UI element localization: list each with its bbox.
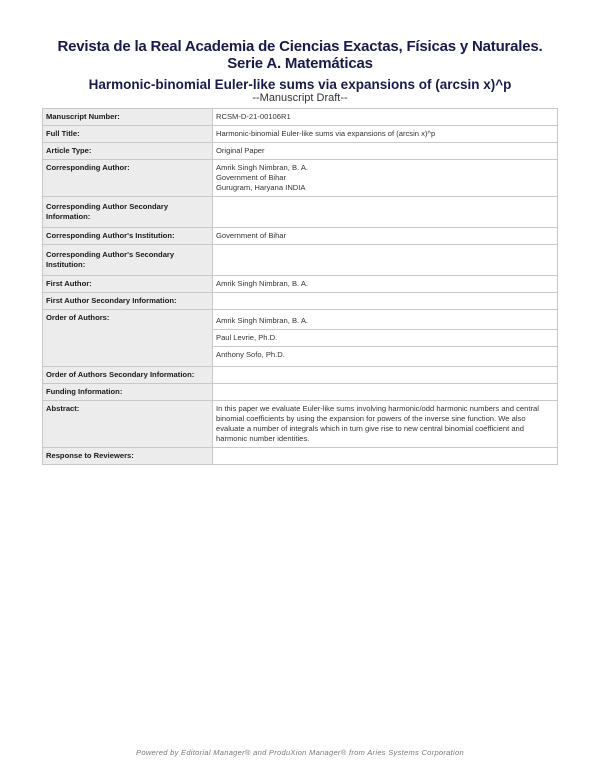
abstract-value: In this paper we evaluate Euler-like sums involving harmonic/odd harmonic numbers and central binomial coefficients by using the expansion for powers of the inverse sine function. We also evaluate a number of integrals which in turn give rise to new central binomial coefficient and harmonic number identities. xyxy=(213,401,558,448)
corresponding-author-name: Amrik Singh Nimbran, B. A. xyxy=(216,163,308,172)
paper-title: Harmonic-binomial Euler-like sums via expansions of (arcsin x)^p xyxy=(88,77,512,92)
table-row xyxy=(43,245,558,276)
table-row xyxy=(43,401,558,448)
author-2: Paul Levrie, Ph.D. xyxy=(213,330,557,347)
footer-credit: Powered by Editorial Manager® and ProduXion Manager® from Aries Systems Corporation xyxy=(136,748,464,757)
article-type-label: Article Type: xyxy=(43,143,213,160)
journal-title-line1: Revista de la Real Academia de Ciencias Exactas, Físicas y Naturales. xyxy=(57,38,543,55)
submission-details-table xyxy=(42,108,558,465)
table-row xyxy=(43,293,558,310)
corresponding-author-institution-value: Government of Bihar xyxy=(213,228,558,245)
corresponding-author-secondary-value xyxy=(213,197,558,228)
first-author-value: Amrik Singh Nimbran, B. A. xyxy=(213,276,558,293)
first-author-label: First Author: xyxy=(43,276,213,293)
author-1: Amrik Singh Nimbran, B. A. xyxy=(213,313,557,330)
order-of-authors-secondary-label: Order of Authors Secondary Information: xyxy=(43,367,213,384)
table-row xyxy=(43,197,558,228)
response-to-reviewers-value xyxy=(213,448,558,465)
response-to-reviewers-label: Response to Reviewers: xyxy=(43,448,213,465)
funding-information-value xyxy=(213,384,558,401)
table-row xyxy=(43,126,558,143)
table-row xyxy=(43,448,558,465)
order-of-authors-value xyxy=(213,310,558,367)
corresponding-author-location: Gurugram, Haryana INDIA xyxy=(216,183,306,192)
order-of-authors-secondary-value xyxy=(213,367,558,384)
table-row xyxy=(43,310,558,367)
document-header xyxy=(0,38,600,104)
first-author-secondary-value xyxy=(213,293,558,310)
manuscript-number-value: RCSM-D-21-00106R1 xyxy=(213,109,558,126)
corresponding-author-secondary-institution-value xyxy=(213,245,558,276)
manuscript-number-label: Manuscript Number: xyxy=(43,109,213,126)
full-title-label: Full Title: xyxy=(43,126,213,143)
table-row xyxy=(43,276,558,293)
corresponding-author-institution-label: Corresponding Author's Institution: xyxy=(43,228,213,245)
table-row xyxy=(43,367,558,384)
corresponding-author-value xyxy=(213,160,558,197)
table-row xyxy=(43,228,558,245)
corresponding-author-affiliation: Government of Bihar xyxy=(216,173,287,182)
corresponding-author-secondary-institution-label: Corresponding Author's Secondary Institution: xyxy=(43,245,213,276)
journal-title-line2: Serie A. Matemáticas xyxy=(227,55,373,72)
table-row xyxy=(43,160,558,197)
corresponding-author-label: Corresponding Author: xyxy=(43,160,213,197)
journal-title xyxy=(0,38,600,72)
full-title-value: Harmonic-binomial Euler-like sums via expansions of (arcsin x)^p xyxy=(213,126,558,143)
order-of-authors-label: Order of Authors: xyxy=(43,310,213,367)
table-row xyxy=(43,143,558,160)
abstract-label: Abstract: xyxy=(43,401,213,448)
corresponding-author-secondary-label: Corresponding Author Secondary Information: xyxy=(43,197,213,228)
funding-information-label: Funding Information: xyxy=(43,384,213,401)
table-row xyxy=(43,384,558,401)
table-row xyxy=(43,109,558,126)
first-author-secondary-label: First Author Secondary Information: xyxy=(43,293,213,310)
draft-label: --Manuscript Draft-- xyxy=(252,92,348,104)
article-type-value: Original Paper xyxy=(213,143,558,160)
author-3: Anthony Sofo, Ph.D. xyxy=(216,350,285,359)
